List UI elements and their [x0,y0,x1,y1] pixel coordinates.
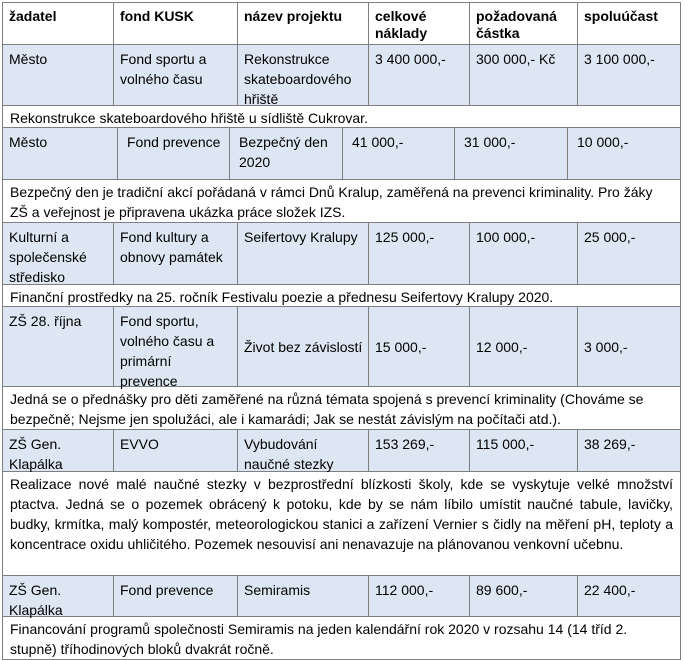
naklady-text: 15 000,- [375,338,427,355]
castka-cell: 31 000,- [454,128,567,179]
header-cell: název projektu [237,3,368,44]
naklady-cell: 3 400 000,- [368,45,469,105]
castka-cell [469,307,577,386]
naklady-cell [368,307,469,386]
fond-cell: Fond kultury a obnovy památek [113,223,237,284]
zadatel-cell: Město [9,134,48,150]
fond-cell: Fond sportu a volného času [113,45,237,105]
description-row: Financování programů společnosti Semiramis na jeden kalendářní rok 2020 v rozsahu 14 (14 tříd 2. stupně) tříhodinových bloků dvakrát ročně. [2,617,681,660]
castka-text: 12 000,- [476,338,528,355]
castka-cell: 89 600,- [469,576,577,616]
table-row [2,576,681,617]
zadatel-cell: ZŠ Gen. Klapálka [9,436,63,472]
description-row: Rekonstrukce skateboardového hřiště u sídliště Cukrovar. [2,106,681,128]
spoluucast-cell [577,307,680,386]
header-cell: spoluúčast [577,3,680,44]
header-cell: fond KUSK [113,3,237,44]
naklady-cell: 153 269,- [368,430,469,471]
nazev-cell: Semiramis [237,576,368,616]
fond-cell: Fond prevence [113,576,237,616]
nazev-cell: Rekonstrukce skateboardového hřiště [237,45,368,105]
zadatel-cell: Město [9,51,48,67]
spoluucast-cell: 25 000,- [577,223,680,284]
description-row: Bezpečný den je tradiční akcí pořádaná v rámci Dnů Kralup, zaměřená na prevenci kriminality. Pro žáky ZŠ a veřejnost je připravena ukázka práce složek IZS. [2,180,681,223]
fond-cell: Fond sportu, volného času a primární prevence [113,307,237,386]
description-row: Finanční prostředky na 25. ročník Festivalu poezie a přednesu Seifertovy Kralupy 2020. [2,285,681,307]
fond-cell: EVVO [113,430,237,471]
header-cell: celkové náklady [368,3,469,44]
grants-table [2,2,681,660]
header-cell: požadovaná částka [469,3,577,44]
table-row [2,223,681,285]
table-header-row [2,2,681,45]
naklady-cell: 112 000,- [368,576,469,616]
spoluucast-cell: 10 000,- [567,128,680,179]
castka-cell: 100 000,- [469,223,577,284]
header-cell: žadatel [9,8,57,24]
table-row [2,45,681,106]
naklady-cell: 125 000,- [368,223,469,284]
nazev-cell: Seifertovy Kralupy [237,223,368,284]
fond-cell: Fond prevence [117,128,229,179]
spoluucast-cell: 3 100 000,- [577,45,680,105]
zadatel-cell: Kulturní a společenské středisko [9,229,87,285]
naklady-cell: 41 000,- [342,128,454,179]
zadatel-cell: ZŠ Gen. Klapálka [9,582,63,618]
spoluucast-text: 3 000,- [584,338,628,355]
nazev-cell: Vybudování naučné stezky [237,430,368,471]
description-row: Jedná se o přednášky pro děti zaměřené na různá témata spojená s prevencí kriminality (Chováme se bezpečně; Nejsme jen spolužáci, ale i kamarádi; Jak se nestát závislým na počítači atd.). [2,387,681,430]
castka-cell: 115 000,- [469,430,577,471]
spoluucast-cell: 22 400,- [577,576,680,616]
nazev-cell [237,307,368,386]
table-row [2,128,681,180]
spoluucast-cell: 38 269,- [577,430,680,471]
nazev-cell: Bezpečný den 2020 [229,128,342,179]
castka-cell: 300 000,- Kč [469,45,577,105]
nazev-text: Život bez závislostí [244,338,363,355]
zadatel-cell: ZŠ 28. října [9,313,82,329]
description-row: Realizace nové malé naučné stezky v bezprostřední blízkosti školy, kde se vyskytuje velké množství ptactva. Jedná se o pozemek obrácený k potoku, kde by se nám líbilo umístit naučné tabule, lavičky, budky, krmítka, malý kompostér, meteorologickou stanici a zařízení Vernier s čidly na měření pH, teploty a koncentrace oxidu uhličitého. Pozemek nesouvisí ani nenavazuje na plánovanou venkovní učebnu. [2,472,681,576]
table-row [2,430,681,472]
table-row [2,307,681,387]
